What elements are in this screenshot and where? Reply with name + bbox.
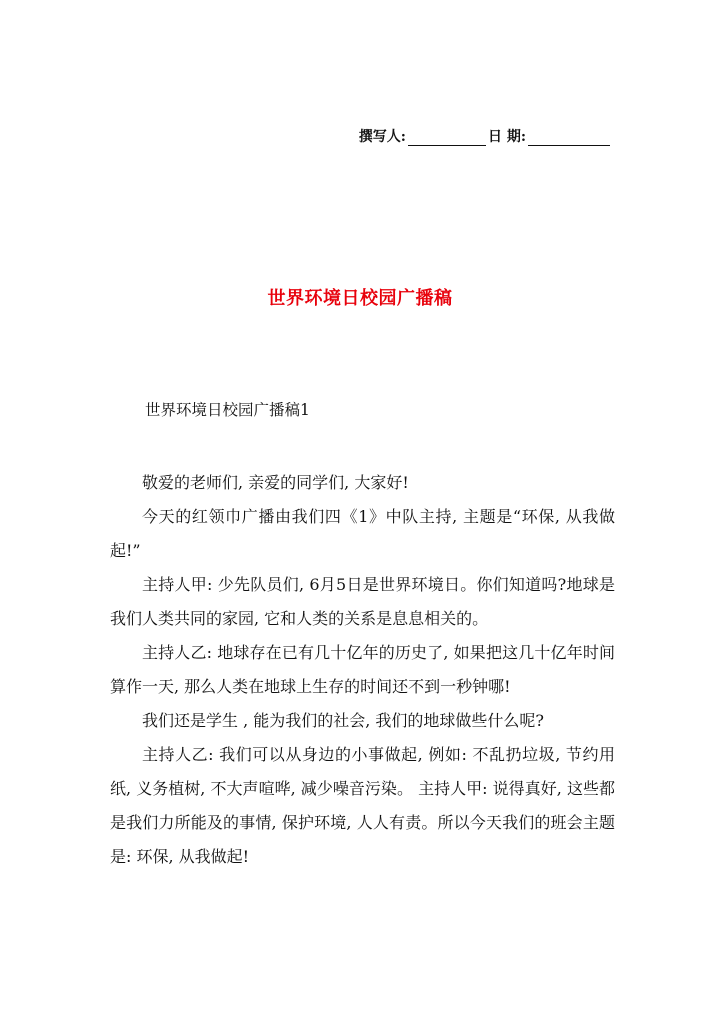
author-label: 撰写人: bbox=[358, 129, 406, 145]
paragraph: 主持人乙: 地球存在已有几十亿年的历史了, 如果把这几十亿年时间算作一天, 那么人类在地球上生存的时间还不到一秒钟哪! bbox=[110, 643, 615, 696]
paragraph: 主持人甲: 少先队员们, 6月5日是世界环境日。你们知道吗?地球是我们人类共同的家园, 它和人类的关系是息息相关的。 bbox=[110, 575, 615, 628]
date-label: 日 期: bbox=[487, 129, 526, 145]
paragraph: 主持人乙: 我们可以从身边的小事做起, 例如: 不乱扔垃圾, 节约用纸, 义务植树, 不大声喧哗, 减少噪音污染。 主持人甲: 说得真好, 这些都是我们力所能及的事情, 保护环境, 人人有责。所以今天我们的班会主题是: 环保, 从我做起! bbox=[110, 745, 615, 866]
document-subtitle: 世界环境日校园广播稿1 bbox=[145, 401, 310, 419]
document-title: 世界环境日校园广播稿 bbox=[267, 288, 453, 309]
paragraph: 敬爱的老师们, 亲爱的同学们, 大家好! bbox=[142, 473, 409, 492]
paragraph: 今天的红领巾广播由我们四《1》中队主持, 主题是“环保, 从我做起!” bbox=[110, 507, 615, 560]
author-blank bbox=[408, 131, 486, 146]
date-blank bbox=[528, 131, 610, 146]
document-body bbox=[110, 466, 615, 874]
paragraph: 我们还是学生 , 能为我们的社会, 我们的地球做些什么呢? bbox=[142, 711, 545, 730]
header-fields bbox=[359, 126, 612, 146]
